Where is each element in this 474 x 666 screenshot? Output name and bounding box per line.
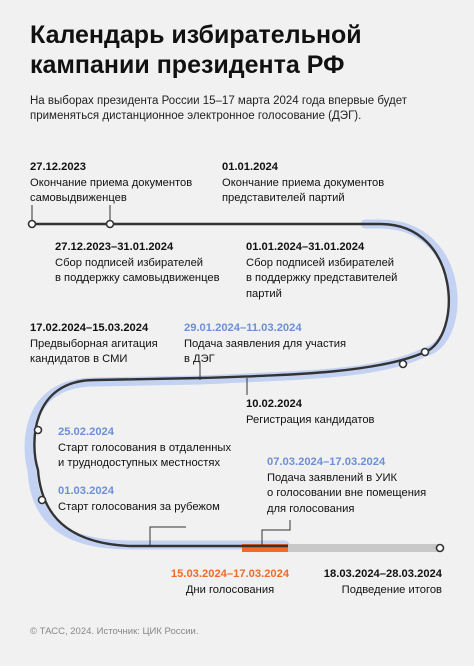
event-date: 01.03.2024 bbox=[58, 485, 114, 497]
event-signatures-parties bbox=[246, 240, 397, 302]
event-text: Дни голосования bbox=[185, 583, 275, 596]
event-campaign-media bbox=[30, 321, 158, 368]
event-date: 27.12.2023–31.01.2024 bbox=[55, 241, 174, 253]
event-abroad-voting-start bbox=[58, 484, 220, 515]
event-voting-days bbox=[150, 567, 310, 598]
event-text: Подача заявления для участия в ДЭГ bbox=[184, 337, 347, 365]
event-date: 01.01.2024 bbox=[222, 161, 278, 173]
timeline-node bbox=[107, 221, 114, 228]
event-date: 01.01.2024–31.01.2024 bbox=[246, 241, 365, 253]
event-text: Предвыборная агитация кандидатов в СМИ bbox=[30, 337, 158, 365]
event-text: Окончание приема документов представителей партий bbox=[222, 176, 385, 204]
event-date: 07.03.2024–17.03.2024 bbox=[267, 456, 386, 468]
timeline-node bbox=[400, 361, 407, 368]
timeline-node bbox=[35, 427, 42, 434]
event-text: Старт голосования в отдаленных и труднодоступных местностях bbox=[58, 441, 232, 469]
event-date: 27.12.2023 bbox=[30, 161, 86, 173]
event-date: 10.02.2024 bbox=[246, 398, 302, 410]
event-text: Окончание приема документов самовыдвиженцев bbox=[30, 176, 193, 204]
event-results bbox=[300, 567, 442, 598]
event-text: Старт голосования за рубежом bbox=[58, 500, 220, 513]
event-text: Подведение итогов bbox=[341, 583, 442, 596]
event-deg-application bbox=[184, 321, 346, 368]
event-text: Сбор подписей избирателей в поддержку представителей партий bbox=[246, 256, 398, 300]
subtitle: На выборах президента России 15–17 марта 2024 года впервые будет применяться дистанционное электронное голосование (ДЭГ). bbox=[30, 95, 408, 122]
event-home-voting-application bbox=[267, 455, 426, 517]
timeline-node bbox=[437, 545, 444, 552]
timeline-node bbox=[422, 349, 429, 356]
event-date: 15.03.2024–17.03.2024 bbox=[170, 568, 290, 580]
timeline-node bbox=[39, 497, 46, 504]
event-text: Регистрация кандидатов bbox=[246, 413, 375, 426]
page-title: Календарь избирательной кампании президента РФ bbox=[30, 21, 362, 79]
event-date: 25.02.2024 bbox=[58, 426, 114, 438]
event-text: Сбор подписей избирателей в поддержку самовыдвиженцев bbox=[55, 256, 220, 284]
event-registration bbox=[246, 397, 375, 428]
event-date: 29.01.2024–11.03.2024 bbox=[184, 322, 302, 334]
event-docs-self bbox=[30, 160, 192, 207]
event-date: 17.02.2024–15.03.2024 bbox=[30, 322, 149, 334]
event-date: 18.03.2024–28.03.2024 bbox=[323, 568, 442, 580]
timeline-node bbox=[29, 221, 36, 228]
footer-source: © ТАСС, 2024. Источник: ЦИК России. bbox=[30, 626, 199, 637]
event-text: Подача заявлений в УИК о голосовании вне помещения для голосования bbox=[267, 471, 427, 515]
event-remote-voting-start bbox=[58, 425, 231, 472]
event-docs-parties bbox=[222, 160, 384, 207]
event-signatures-self bbox=[55, 240, 220, 287]
